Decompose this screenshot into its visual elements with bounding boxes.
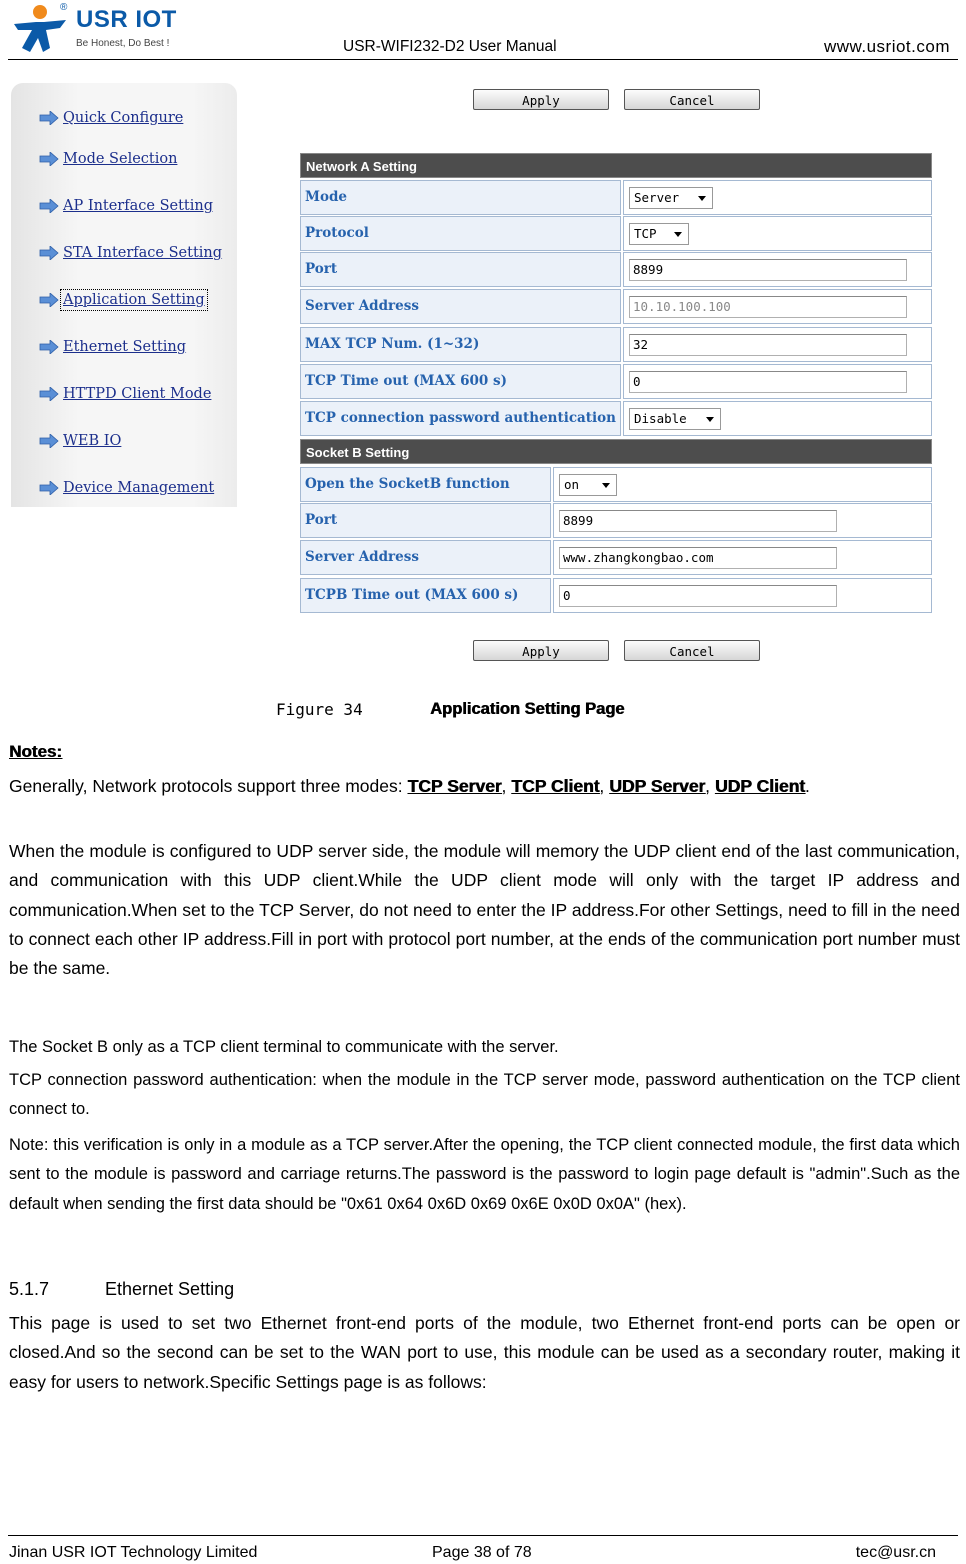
socketb-function-select-value: on xyxy=(564,477,580,492)
password-auth-select[interactable] xyxy=(629,408,721,430)
mode-udp-client-link[interactable]: UDP Client xyxy=(714,776,805,796)
note-paragraph: Note: this verification is only in a module as a TCP server.After the opening, the TCP client connected module, the first data which sent to the module is password and carriage returns.The password is the password to login page default is "admin".Such as the default when sending the first data should be "0x61 0x64 0x6D 0x69 0x6E 0x0D 0x0A" (hex). xyxy=(9,1136,960,1213)
section-number: 5.1.7 xyxy=(9,1279,50,1299)
mode-select-value: Server xyxy=(634,190,680,205)
separator: , xyxy=(705,776,715,796)
sidebar-item-quick-configure[interactable]: Quick Configure xyxy=(39,106,183,130)
sidebar-item-ethernet-setting[interactable]: Ethernet Setting xyxy=(39,335,186,359)
socketb-port-input[interactable]: 8899 xyxy=(559,510,837,532)
socket-b-header: Socket B Setting xyxy=(300,439,932,464)
socketb-function-label: Open the SocketB function xyxy=(300,467,551,502)
section-title: Ethernet Setting xyxy=(105,1279,235,1299)
socketb-server-address-label: Server Address xyxy=(300,540,551,575)
separator: , xyxy=(501,776,512,796)
max-tcp-row xyxy=(300,327,932,363)
server-address-cell xyxy=(623,289,932,324)
protocol-select-value: TCP xyxy=(634,226,657,241)
sidebar-item-device-management[interactable]: Device Management xyxy=(39,476,214,500)
password-auth-select-value: Disable xyxy=(634,411,687,426)
network-a-header: Network A Setting xyxy=(300,153,932,178)
modes-paragraph xyxy=(9,772,960,801)
udp-paragraph: When the module is configured to UDP server side, the module will memory the UDP client end of the last communication, and communication with this UDP client.While the UDP client mode will only with the target IP address and communication.When set to the TCP Server, do not need to enter the IP address.For other Settings, need to fill in the need to connect each other IP address.Fill in port with protocol port number, at the ends of the communication port number must be the same. xyxy=(9,841,960,979)
page-header xyxy=(0,0,966,62)
logo-text: USR IOT xyxy=(76,6,177,33)
max-tcp-cell xyxy=(623,327,932,362)
tcpb-timeout-cell xyxy=(553,578,932,613)
figure-caption xyxy=(0,700,966,722)
usr-iot-logo xyxy=(10,2,190,56)
password-auth-label: TCP connection password authentication xyxy=(300,401,621,436)
header-divider xyxy=(8,59,958,60)
mode-row xyxy=(300,180,932,216)
mode-cell xyxy=(623,180,932,215)
ethernet-paragraph: This page is used to set two Ethernet front-end ports of the module, two Ethernet front-end ports can be open or closed.And so the second can be set to the WAN port to use, this module can be used as a secondary router, making it easy for users to network.Specific Settings page is as follows: xyxy=(9,1313,960,1392)
protocol-select[interactable] xyxy=(629,223,689,245)
protocol-label: Protocol xyxy=(300,216,621,251)
socketb-function-select[interactable] xyxy=(559,474,617,496)
arrow-right-icon xyxy=(39,340,59,354)
chevron-down-icon xyxy=(698,196,706,201)
arrow-right-icon xyxy=(39,246,59,260)
protocol-cell xyxy=(623,216,932,251)
socketb-port-label: Port xyxy=(300,503,551,538)
arrow-right-icon xyxy=(39,111,59,125)
password-auth-cell xyxy=(623,401,932,436)
socketb-port-row xyxy=(300,503,932,539)
mode-select[interactable] xyxy=(629,187,713,209)
socketb-port-cell xyxy=(553,503,932,538)
apply-button-top[interactable]: Apply xyxy=(473,89,609,110)
footer-company: Jinan USR IOT Technology Limited xyxy=(9,1544,258,1561)
mode-label: Mode xyxy=(300,180,621,215)
socketb-server-address-input[interactable]: www.zhangkongbao.com xyxy=(559,547,837,569)
mode-tcp-client-link[interactable]: TCP Client xyxy=(511,776,600,796)
port-row xyxy=(300,252,932,288)
footer-page-number: Page 38 of 78 xyxy=(432,1544,532,1561)
arrow-right-icon xyxy=(39,152,59,166)
tcpb-timeout-label: TCPB Time out (MAX 600 s) xyxy=(300,578,551,613)
sidebar-menu xyxy=(11,83,237,507)
sidebar-item-httpd-client[interactable]: HTTPD Client Mode xyxy=(39,382,211,406)
tcp-timeout-cell xyxy=(623,364,932,399)
figure-title: Application Setting Page xyxy=(430,700,625,718)
apply-button-bottom[interactable]: Apply xyxy=(473,640,609,661)
arrow-right-icon xyxy=(39,199,59,213)
max-tcp-input[interactable]: 32 xyxy=(629,334,907,356)
footer-divider xyxy=(8,1535,958,1536)
mode-udp-server-link[interactable]: UDP Server xyxy=(609,776,706,796)
section-heading xyxy=(9,1279,234,1300)
mode-tcp-server-link[interactable]: TCP Server xyxy=(407,776,502,796)
tcp-timeout-input[interactable]: 0 xyxy=(629,371,907,393)
sidebar-item-mode-selection[interactable]: Mode Selection xyxy=(39,147,177,171)
socketb-function-row xyxy=(300,467,932,503)
tcp-timeout-row xyxy=(300,364,932,400)
server-address-input[interactable]: 10.10.100.100 xyxy=(629,296,907,318)
logo-slogan: Be Honest, Do Best ! xyxy=(76,38,170,49)
socketb-server-address-cell xyxy=(553,540,932,575)
protocol-row xyxy=(300,216,932,252)
password-auth-row xyxy=(300,401,932,437)
figure-number: Figure 34 xyxy=(276,700,363,719)
tcpb-timeout-row xyxy=(300,578,932,614)
arrow-right-icon xyxy=(39,481,59,495)
port-input[interactable]: 8899 xyxy=(629,259,907,281)
cancel-button-top[interactable]: Cancel xyxy=(624,89,760,110)
tcpb-timeout-input[interactable]: 0 xyxy=(559,585,837,607)
separator: , xyxy=(599,776,610,796)
website-link[interactable]: www.usriot.com xyxy=(823,37,950,56)
max-tcp-label: MAX TCP Num. (1~32) xyxy=(300,327,621,362)
chevron-down-icon xyxy=(674,232,682,237)
notes-heading: Notes: xyxy=(9,742,62,761)
tcp-timeout-label: TCP Time out (MAX 600 s) xyxy=(300,364,621,399)
sidebar-item-ap-interface[interactable]: AP Interface Setting xyxy=(39,194,213,218)
port-cell xyxy=(623,252,932,287)
socketb-paragraph: The Socket B only as a TCP client terminal to communicate with the server. xyxy=(9,1038,559,1056)
arrow-right-icon xyxy=(39,293,59,307)
socketb-server-address-row xyxy=(300,540,932,576)
arrow-right-icon xyxy=(39,434,59,448)
sidebar-item-web-io[interactable]: WEB IO xyxy=(39,429,121,453)
server-address-label: Server Address xyxy=(300,289,621,324)
auth-paragraph: TCP connection password authentication: when the module in the TCP server mode, password authentication on the TCP client connect to. xyxy=(9,1071,960,1119)
settings-panel xyxy=(300,153,932,615)
chevron-down-icon xyxy=(706,417,714,422)
port-label: Port xyxy=(300,252,621,287)
arrow-right-icon xyxy=(39,387,59,401)
cancel-button-bottom[interactable]: Cancel xyxy=(624,640,760,661)
logo-registered-mark: ® xyxy=(60,2,68,13)
sidebar-item-sta-interface[interactable]: STA Interface Setting xyxy=(39,241,222,265)
sidebar-item-application-setting[interactable]: Application Setting xyxy=(39,288,205,312)
footer-email[interactable]: tec@usr.cn xyxy=(855,1544,936,1561)
socketb-function-cell xyxy=(553,467,932,502)
manual-title: USR-WIFI232-D2 User Manual xyxy=(343,38,557,55)
modes-end: . xyxy=(805,776,810,796)
server-address-row xyxy=(300,289,932,325)
chevron-down-icon xyxy=(602,483,610,488)
modes-prefix: Generally, Network protocols support three modes: xyxy=(9,776,408,796)
